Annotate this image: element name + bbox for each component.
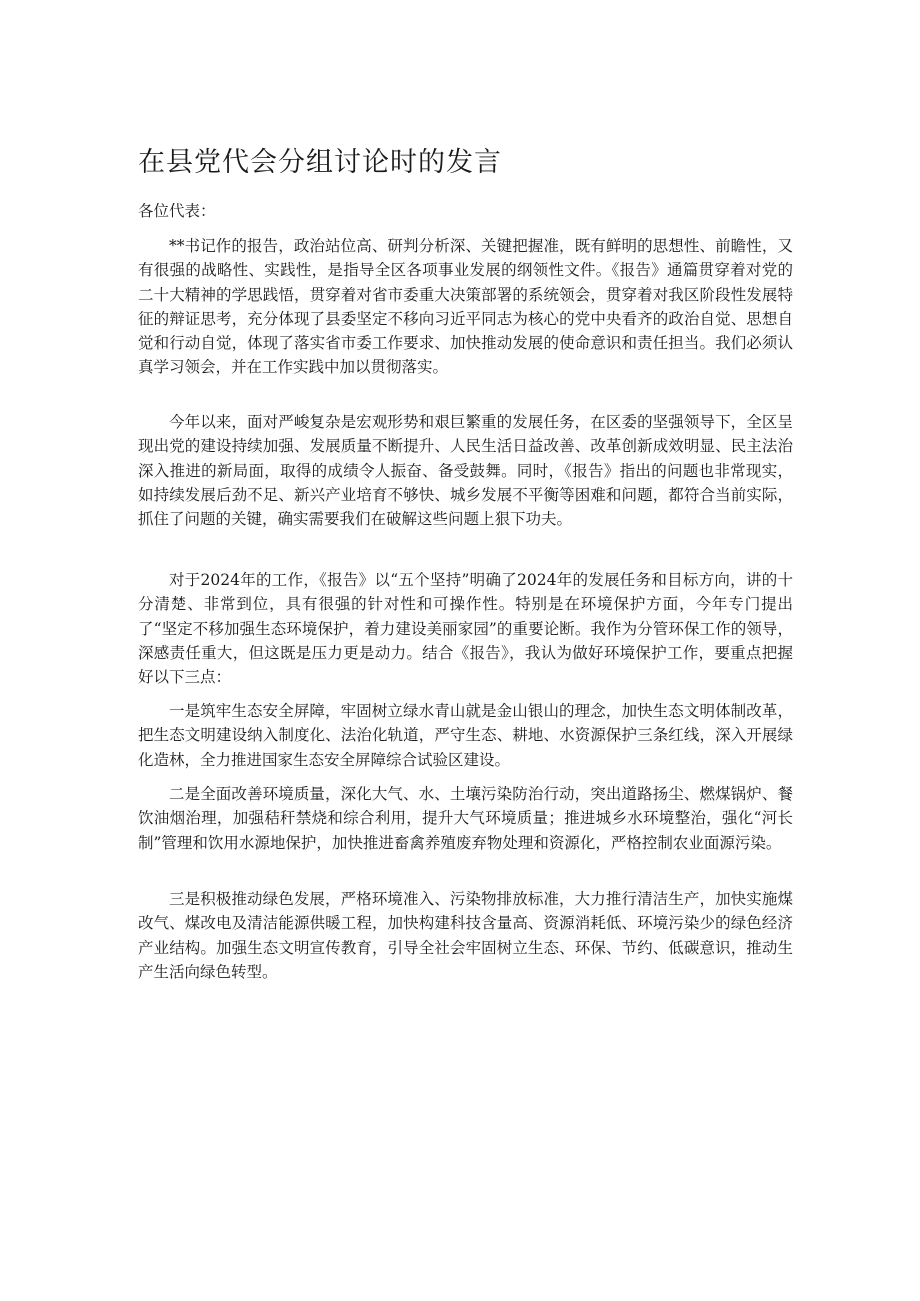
salutation: 各位代表： — [138, 202, 216, 220]
paragraph-achievements-and-problems: 今年以来，面对严峻复杂是宏观形势和艰巨繁重的发展任务，在区委的坚强领导下，全区呈现出党的建设持续加强、发展质量不断提升、人民生活日益改善、改革创新成效明显、民主法治深入推进的新局面，取得的成绩令人振奋、备受鼓舞。同时，《报告》指出的问题也非常现实，如持续发展后劲不足、新兴产业培育不够快、城乡发展不平衡等困难和问题，都符合当前实际，抓住了问题的关键，确实需要我们在破解这些问题上狠下功夫。 — [138, 413, 793, 529]
document-title: 在县党代会分组讨论时的发言 — [138, 147, 502, 178]
paragraph-point-two: 二是全面改善环境质量，深化大气、水、土壤污染防治行动，突出道路扬尘、燃煤锅炉、餐饮油烟治理，加强秸秆禁烧和综合利用，提升大气环境质量；推进城乡水环境整治，强化“河长制”管理和饮用水源地保护，加快推进畜禽养殖废弃物处理和资源化，严格控制农业面源污染。 — [138, 785, 793, 852]
paragraph-point-three: 三是积极推动绿色发展，严格环境准入、污染物排放标准，大力推行清洁生产，加快实施煤改气、煤改电及清洁能源供暖工程，加快构建科技含量高、资源消耗低、环境污染少的绿色经济产业结构。加强生态文明宣传教育，引导全社会牢固树立生态、环保、节约、低碳意识，推动生产生活向绿色转型。 — [138, 890, 793, 981]
paragraph-point-one: 一是筑牢生态安全屏障，牢固树立绿水青山就是金山银山的理念，加快生态文明体制改革，把生态文明建设纳入制度化、法治化轨道，严守生态、耕地、水资源保护三条红线，深入开展绿化造林，全力推进国家生态安全屏障综合试验区建设。 — [138, 702, 793, 769]
paragraph-2024-tasks: 对于2024年的工作，《报告》以“五个坚持”明确了2024年的发展任务和目标方向，讲的十分清楚、非常到位，具有很强的针对性和可操作性。特别是在环境保护方面，今年专门提出了“坚定不移加强生态环境保护，着力建设美丽家园”的重要论断。我作为分管环保工作的领导，深感责任重大，但这既是压力更是动力。结合《报告》，我认为做好环境保护工作，要重点把握好以下三点： — [138, 571, 793, 687]
paragraph-report-evaluation: **书记作的报告，政治站位高、研判分析深、关键把握准，既有鲜明的思想性、前瞻性，又有很强的战略性、实践性，是指导全区各项事业发展的纲领性文件。《报告》通篇贯穿着对党的二十大精神的学思践悟，贯穿着对省市委重大决策部署的系统领会，贯穿着对我区阶段性发展特征的辩证思考，充分体现了县委坚定不移向习近平同志为核心的党中央看齐的政治自觉、思想自觉和行动自觉，体现了落实省市委工作要求、加快推动发展的使命意识和责任担当。我们必须认真学习领会，并在工作实践中加以贯彻落实。 — [138, 237, 793, 377]
